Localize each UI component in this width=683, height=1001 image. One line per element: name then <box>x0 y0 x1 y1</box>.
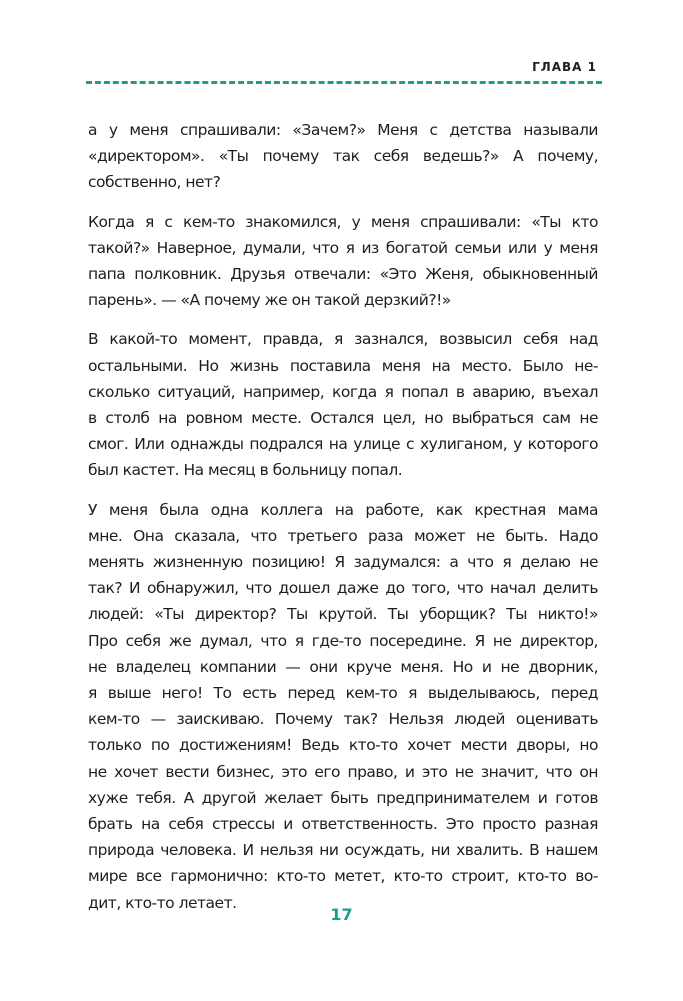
text-line: мире все гармонично: кто-то метет, кто-то строит, кто-то во- <box>88 867 598 886</box>
paragraph <box>88 117 598 196</box>
text-line: только по достижениям! Ведь кто-то хочет мести дворы, но <box>88 736 598 755</box>
text-line: собственно, нет? <box>88 173 221 192</box>
text-line: «директором». «Ты почему так себя ведешь?» А почему, <box>88 147 598 166</box>
text-line: так? И обнаружил, что дошел даже до того, что начал делить <box>88 579 598 598</box>
text-line: не хочет вести бизнес, это его право, и это не значит, что он <box>88 762 598 781</box>
text-line: В какой-то момент, правда, я зазнался, возвысил себя над <box>88 330 598 349</box>
text-line: людей: «Ты директор? Ты крутой. Ты уборщик? Ты никто!» <box>88 605 598 624</box>
text-line: хуже тебя. А другой желает быть предпринимателем и готов <box>88 788 598 807</box>
running-head: ГЛАВА 1 <box>532 60 597 74</box>
text-line: кем-то — заискиваю. Почему так? Нельзя людей оценивать <box>88 710 598 729</box>
text-line: папа полковник. Друзья отвечали: «Это Женя, обыкновенный <box>88 265 598 284</box>
text-line: мне. Она сказала, что третьего раза может не быть. Надо <box>88 526 598 545</box>
page-number: 17 <box>330 905 353 924</box>
text-line: Когда я с кем-то знакомился, у меня спрашивали: «Ты кто <box>88 212 598 231</box>
text-line: брать на себя стрессы и ответственность. Это просто разная <box>88 815 598 834</box>
text-line: был кастет. На месяц в больницу попал. <box>88 461 403 480</box>
paragraph <box>88 326 598 483</box>
body-text <box>88 117 598 929</box>
text-line: я выше него! То есть перед кем-то я выделываюсь, перед <box>88 684 598 703</box>
text-line: смог. Или однажды подрался на улице с хулиганом, у которого <box>88 435 598 454</box>
text-line: природа человека. И нельзя ни осуждать, ни хвалить. В нашем <box>88 841 598 860</box>
header-dashed-rule <box>86 81 602 84</box>
text-line: парень». — «А почему же он такой дерзкий?!» <box>88 291 451 310</box>
text-line: менять жизненную позицию! Я задумался: а что я делаю не <box>88 553 598 572</box>
text-line: Про себя же думал, что я где-то посередине. Я не директор, <box>88 631 598 650</box>
text-line: не владелец компании — они круче меня. Но и не дворник, <box>88 657 598 676</box>
text-line: в столб на ровном месте. Остался цел, но выбраться сам не <box>88 409 598 428</box>
text-line: сколько ситуаций, например, когда я попал в аварию, въехал <box>88 382 598 401</box>
paragraph <box>88 497 598 916</box>
text-line: такой?» Наверное, думали, что я из богатой семьи или у меня <box>88 238 598 257</box>
paragraph <box>88 209 598 314</box>
text-line: дит, кто-то летает. <box>88 893 237 912</box>
text-line: а у меня спрашивали: «Зачем?» Меня с детства называли <box>88 121 598 139</box>
text-line: остальными. Но жизнь поставила меня на место. Было не- <box>88 356 598 375</box>
text-line: У меня была одна коллега на работе, как крестная мама <box>88 500 598 519</box>
